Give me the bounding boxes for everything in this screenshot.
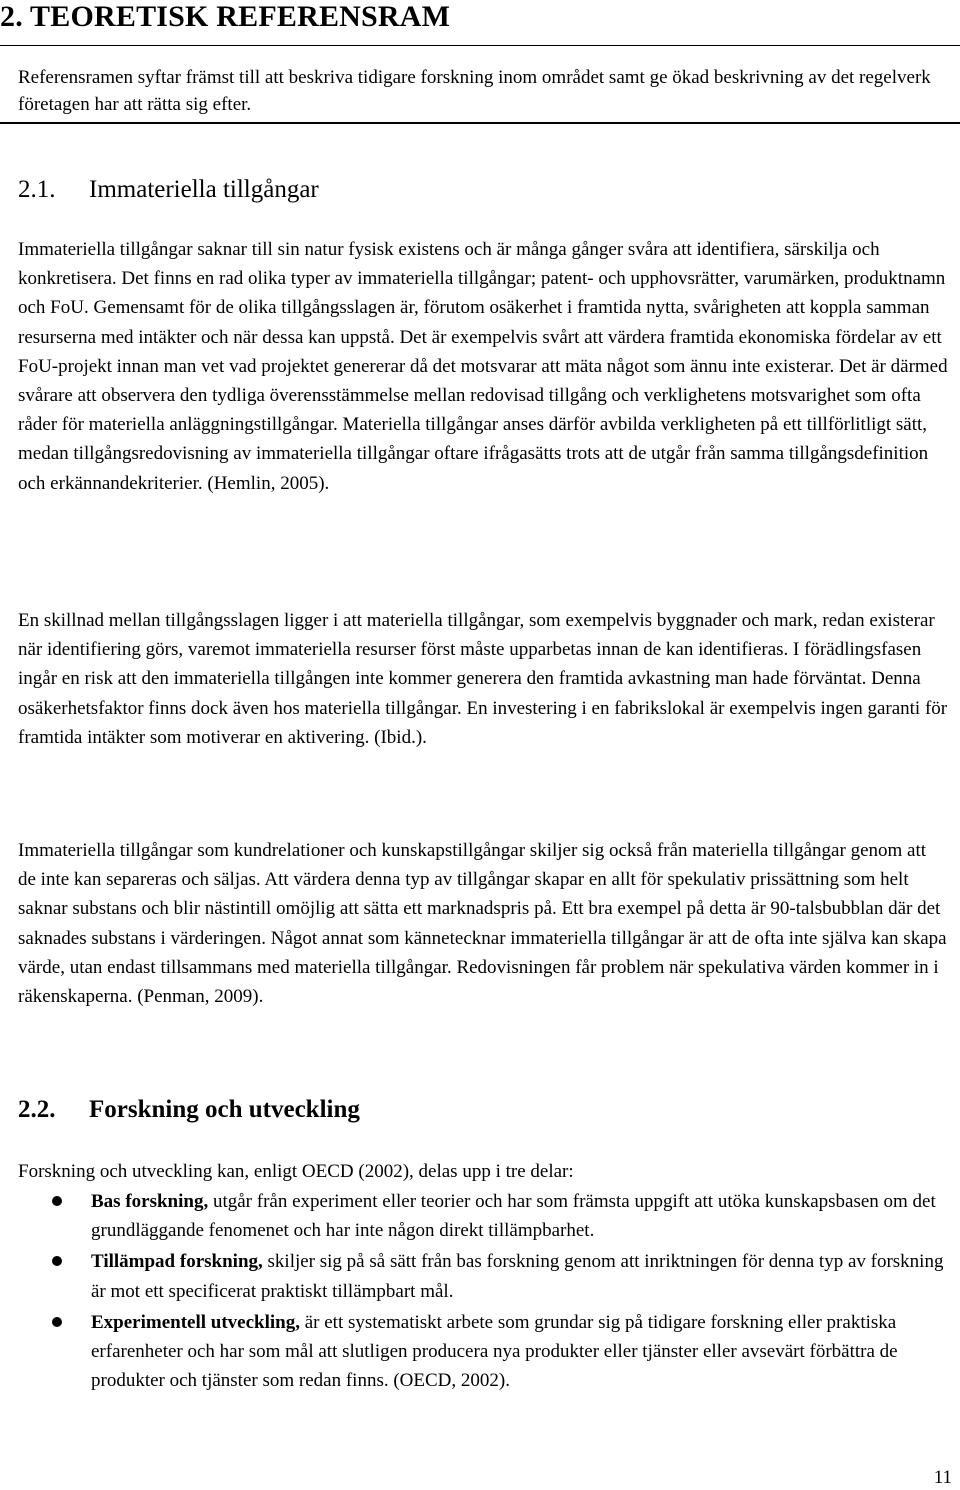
paragraph-1: Immateriella tillgångar saknar till sin natur fysisk existens och är många gånger svåra att identifiera, särskilja och konkretisera. Det finns en rad olika typer av immateriella tillgångar; patent- och upphovsrätter, varumärken, produktnamn och FoU. Gemensamt för de olika tillgångsslagen är, förutom osäkerhet i framtida nytta, svårigheten att koppla samman resurserna med intäkter och när dessa kan uppstå. Det är exempelvis svårt att värdera framtida ekonomiska fördelar av ett FoU-projekt innan man vet vad projektet genererar då det motsvarar att mäta något som ännu inte existerar. Det är därmed svårare att observera den tydliga överensstämmelse mellan redovisad tillgång och verklighetens motsvarighet som ofta råder för materiella anläggningstillgångar. Materiella tillgångar anses därför avbilda verkligheten på ett tillförlitligt sätt, medan tillgångsredovisning av immateriella tillgångar oftare ifrågasätts trots att de utgår från samma tillgångsdefinition och erkännandekriterier. (Hemlin, 2005).	[18, 239, 948, 494]
list-item	[18, 1187, 948, 1245]
bullet-icon	[52, 1317, 62, 1327]
section-heading-2-2	[18, 1095, 360, 1125]
bullet-term: Tillämpad forskning,	[91, 1251, 263, 1273]
bullet-icon	[52, 1256, 62, 1266]
section-title: Forskning och utveckling	[89, 1096, 360, 1123]
section-number: 2.2.	[18, 1096, 56, 1123]
bullet-text: är ett systematiskt arbete som grundar sig på tidigare forskning eller praktiska erfarenheter och har som mål att slutligen producera nya produkter eller tjänster eller avsevärt förbättra de produkter och tjänster som redan finns. (OECD, 2002).	[91, 1311, 898, 1392]
paragraph-3: Immateriella tillgångar som kundrelationer och kunskapstillgångar skiljer sig också från materiella tillgångar genom att de inte kan separeras och säljas. Att värdera denna typ av tillgångar skapar en allt för spekulativ prissättning som helt saknar substans och blir nästintill omöjlig att sätta ett marknadspris på. Ett bra exempel på detta är 90-talsbubblan där det saknades substans i värderingen. Något annat som kännetecknar immateriella tillgångar är att de ofta inte själva kan skapa värde, utan endast tillsammans med materiella tillgångar. Redovisningen får problem när spekulativa värden kommer in i räkenskaperna. (Penman, 2009).	[18, 840, 947, 1008]
bullet-term: Experimentell utveckling,	[91, 1311, 300, 1333]
bullet-term: Bas forskning,	[91, 1191, 209, 1212]
bullet-text: skiljer sig på så sätt från bas forskning genom att inriktningen för denna typ av forskning är mot ett specificerat praktiskt tillämpbart mål.	[91, 1251, 944, 1302]
intro-box	[0, 45, 960, 124]
page-number: 11	[933, 1467, 952, 1488]
section-title: Immateriella tillgångar	[89, 176, 319, 203]
list-item	[18, 1247, 948, 1305]
chapter-title: 2. TEORETISK REFERENSRAM	[0, 0, 451, 33]
paragraph-2: En skillnad mellan tillgångsslagen ligger i att materiella tillgångar, som exempelvis byggnader och mark, redan existerar när identifiering görs, varemot immateriella resurser först måste upparbetas innan de kan identifieras. I förädlingsfasen ingår en risk att den immateriella tillgången inte kommer generera den framtida avkastning man hade förväntat. Denna osäkerhetsfaktor finns dock även hos materiella tillgångar. En investering i en fabrikslokal är exempelvis ingen garanti för framtida intäkter som motiverar en aktivering. (Ibid.).	[18, 610, 948, 748]
section-number: 2.1.	[18, 176, 56, 203]
section-heading-2-1	[18, 175, 319, 205]
section-lead: Forskning och utveckling kan, enligt OECD (2002), delas upp i tre delar:	[18, 1161, 574, 1182]
bullet-list	[18, 1187, 948, 1397]
list-item	[18, 1308, 948, 1396]
chapter-intro: Referensramen syftar främst till att beskriva tidigare forskning inom området samt ge ökad beskrivning av det regelverk företagen har att rätta sig efter.	[18, 67, 931, 115]
bullet-icon	[52, 1196, 62, 1206]
bullet-text: utgår från experiment eller teorier och har som främsta uppgift att utöka kunskapsbasen om det grundläggande fenomenet och har inte någon direkt tillämpbarhet.	[91, 1191, 936, 1242]
